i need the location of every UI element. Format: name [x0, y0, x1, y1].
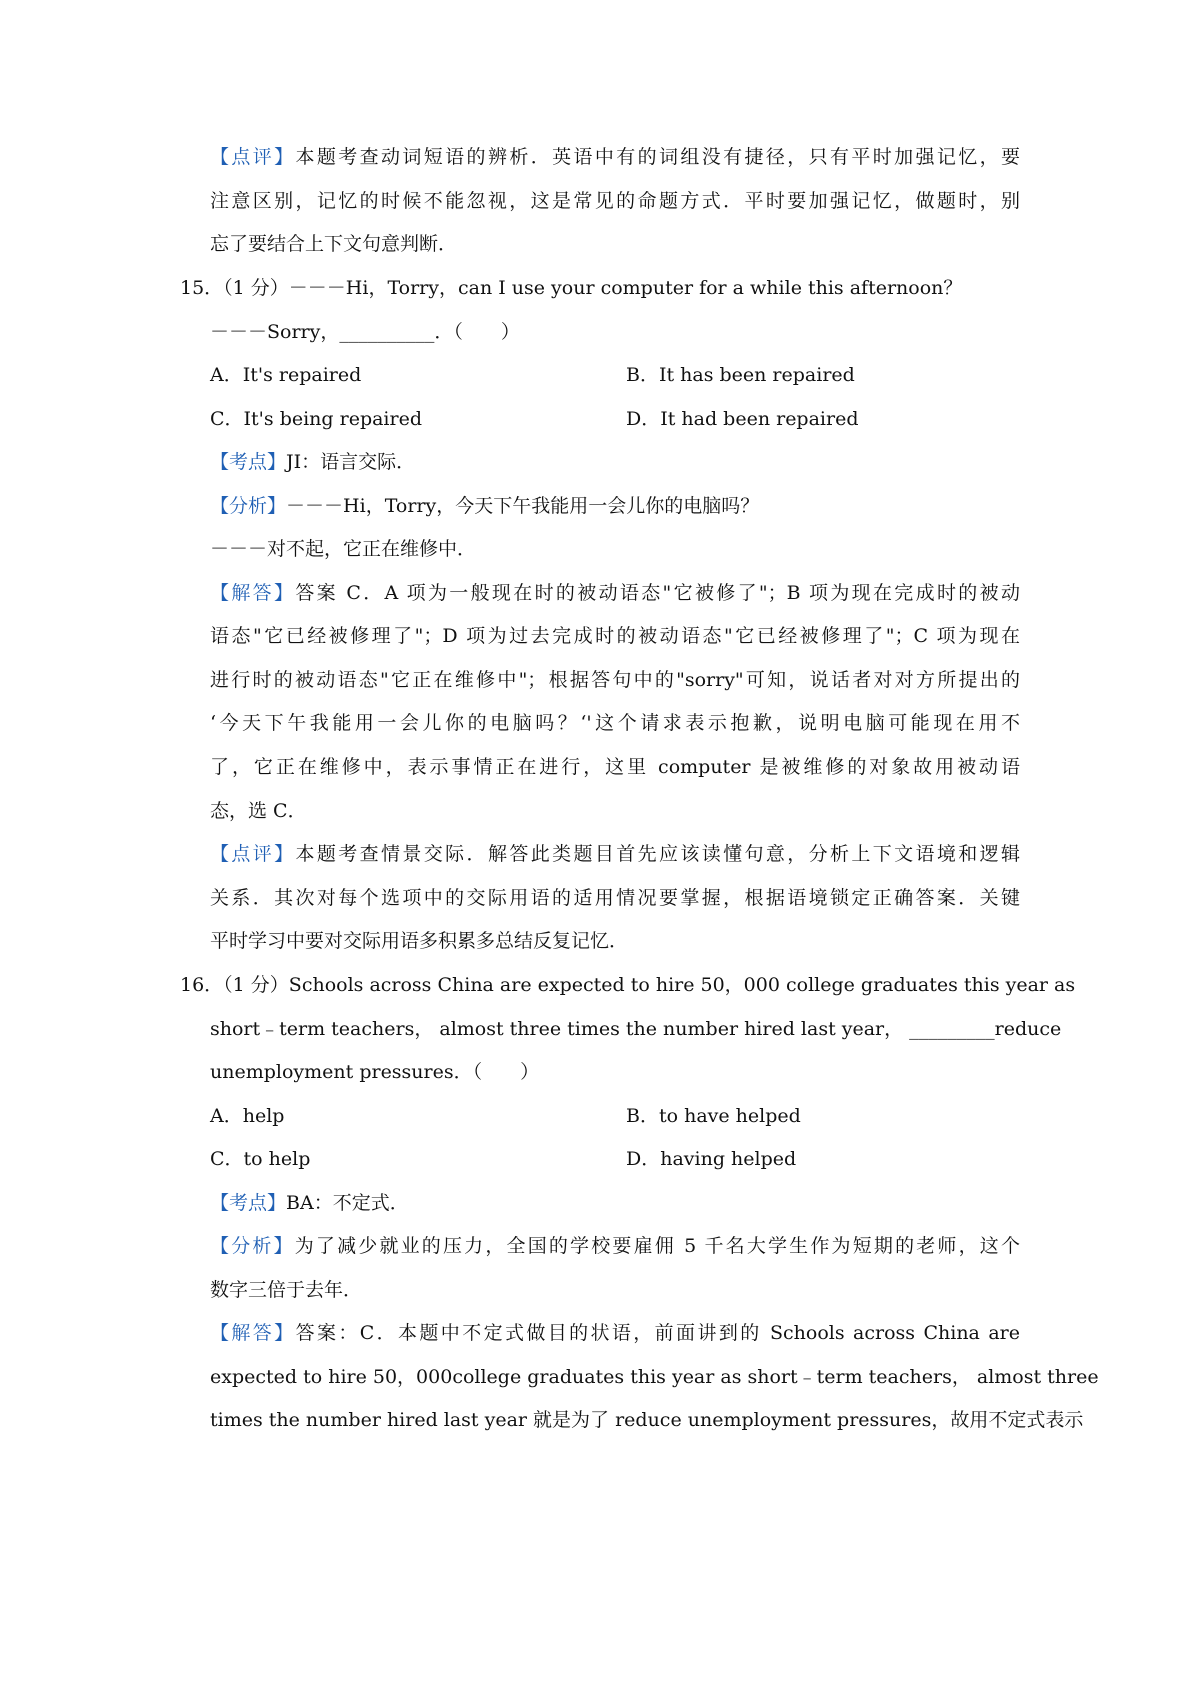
section-label: 【分析】 — [210, 1235, 295, 1257]
top-comment-line-1: 【点评】本题考查动词短语的辨析．英语中有的词组没有捷径，只有平时加强记忆，要 — [210, 146, 1020, 168]
section-label: 【解答】 — [210, 1322, 296, 1344]
q15-jieda-line-3: 进行时的被动语态"它正在维修中"；根据答句中的"sorry"可知，说话者对对方所提出的 — [210, 669, 1020, 691]
q15-fenxi-line-1: 【分析】－－－Hi，Torry，今天下午我能用一会儿你的电脑吗？ — [210, 495, 760, 517]
top-comment-line-3: 忘了要结合上下文句意判断． — [210, 233, 458, 255]
section-label: 【点评】 — [210, 843, 296, 865]
q15-stem-line-2: －－－Sorry，__________．（ ） — [210, 321, 520, 343]
section-label: 【考点】 — [210, 1192, 287, 1214]
q15-kaodian: 【考点】JI：语言交际． — [210, 451, 416, 473]
q15-jieda-line-2: 语态"它已经被修理了"；D 项为过去完成时的被动语态"它已经被修理了"；C 项为现在 — [210, 625, 1020, 647]
q15-jieda-line-1: 【解答】答案 C．A 项为一般现在时的被动语态"它被修了"；B 项为现在完成时的被动 — [210, 582, 1020, 604]
q15-stem-line-1: 15．（1 分）－－－Hi，Torry，can I use your computer for a while this afternoon？ — [180, 277, 963, 299]
q15-dianping-line-3: 平时学习中要对交际用语多积累多总结反复记忆． — [210, 930, 629, 952]
q16-stem-line-2: short﹣term teachers， almost three times the number hired last year， _________reduce — [210, 1018, 1062, 1040]
q15-option-b: B．It has been repaired — [626, 364, 855, 386]
section-label: 【解答】 — [210, 582, 296, 604]
q16-option-a: A．help — [210, 1105, 285, 1127]
q15-option-d: D．It had been repaired — [626, 408, 859, 430]
q15-jieda-line-6: 态，选 C． — [210, 800, 307, 822]
section-label: 【点评】 — [210, 146, 296, 168]
section-label: 【考点】 — [210, 451, 287, 473]
q15-dianping-line-2: 关系．其次对每个选项中的交际用语的适用情况要掌握，根据语境锁定正确答案．关键 — [210, 887, 1020, 909]
q16-option-c: C．to help — [210, 1148, 311, 1170]
q16-option-b: B．to have helped — [626, 1105, 801, 1127]
q15-fenxi-line-2: －－－对不起，它正在维修中． — [210, 538, 477, 560]
q16-fenxi-line-1: 【分析】为了减少就业的压力，全国的学校要雇佣 5 千名大学生作为短期的老师，这个 — [210, 1235, 1020, 1257]
q16-stem-line-1: 16．（1 分）Schools across China are expected to hire 50，000 college graduates this year as — [180, 974, 1076, 996]
q16-stem-line-3: unemployment pressures．（ ） — [210, 1061, 540, 1083]
top-comment-line-2: 注意区别，记忆的时候不能忽视，这是常见的命题方式．平时要加强记忆，做题时，别 — [210, 190, 1020, 212]
q16-jieda-line-2: expected to hire 50，000college graduates this year as short﹣term teachers， almost three — [210, 1366, 1099, 1388]
q15-jieda-line-4: ‘今天下午我能用一会儿你的电脑吗？‘'这个请求表示抱歉，说明电脑可能现在用不 — [210, 712, 1020, 734]
section-label: 【分析】 — [210, 495, 287, 517]
q15-option-a: A．It's repaired — [210, 364, 362, 386]
q16-option-d: D．having helped — [626, 1148, 797, 1170]
q15-jieda-line-5: 了，它正在维修中，表示事情正在进行，这里 computer 是被维修的对象故用被动语 — [210, 756, 1020, 778]
q16-fenxi-line-2: 数字三倍于去年． — [210, 1279, 363, 1301]
q16-jieda-line-3: times the number hired last year 就是为了 reduce unemployment pressures，故用不定式表示 — [210, 1409, 1084, 1431]
q16-kaodian: 【考点】BA：不定式． — [210, 1192, 409, 1214]
q15-dianping-line-1: 【点评】本题考查情景交际．解答此类题目首先应该读懂句意，分析上下文语境和逻辑 — [210, 843, 1020, 865]
q15-option-c: C．It's being repaired — [210, 408, 422, 430]
q16-jieda-line-1: 【解答】答案：C．本题中不定式做目的状语，前面讲到的 Schools across China are — [210, 1322, 1020, 1344]
